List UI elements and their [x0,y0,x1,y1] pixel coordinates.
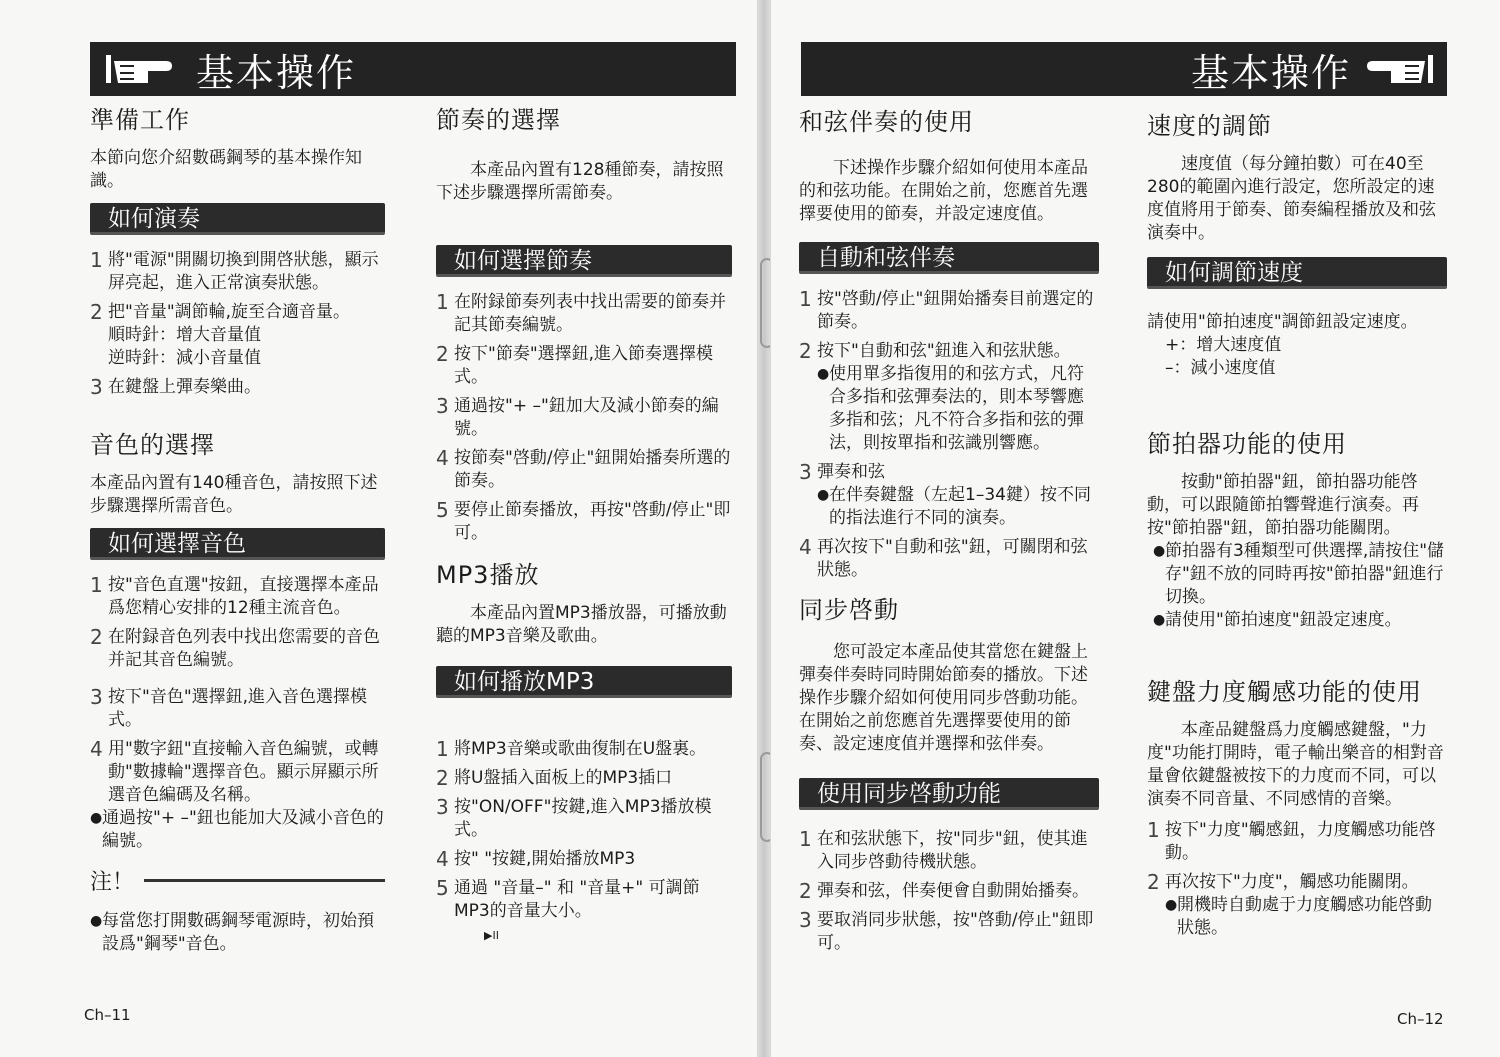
chord-text: 下述操作步驟介紹如何使用本產品的和弦功能。在開始之前，您應首先選擇要使用的節奏，并設定速度值。 [799,158,1088,224]
prep-title: 準備工作 [90,106,190,134]
sync-band: 使用同步啓動功能 [799,778,1099,810]
right-header-bar [801,42,1447,96]
mp3-step: 4 按" "按鍵,開始播放MP3 [436,847,636,871]
speed-title: 速度的調節 [1147,112,1272,140]
left-header-bar [90,42,736,96]
metronome-bullet: ● 節拍器有3種類型可供選擇,請按住"儲存"鈕不放的同時再按"節拍器"鈕進行切換。 [1153,541,1445,607]
rhythm-band: 如何選擇節奏 [436,245,732,277]
speed-sub: +：增大速度值 [1165,335,1282,355]
speed-text-2: 請使用"節拍速度"調節鈕設定速度。 [1147,312,1418,332]
auto-chord-band: 自動和弦伴奏 [799,242,1099,274]
speed-band: 如何調節速度 [1147,257,1447,289]
left-header-title: 基本操作 [196,50,357,95]
auto-step: 3 彈奏和弦 [799,460,885,484]
right-column-1 [799,102,1099,961]
speed-sub: –：減小速度值 [1165,358,1276,378]
tone-step: 4 用"數字鈕"直接輸入音色編號，或轉動"數據輪"選擇音色。顯示屏顯示所選音色編碼及名稱。 [90,737,379,805]
mp3-step: 5 通過 "音量–" 和 "音量+" 可調節MP3的音量大小。 [436,876,700,921]
mp3-step: 1 將MP3音樂或歌曲復制在U盤裏。 [436,737,707,761]
mp3-band: 如何播放MP3 [436,666,732,698]
note-header [90,865,385,896]
tone-step: 2 在附録音色列表中找出您需要的音色并記其音色編號。 [90,625,380,670]
touch-bullet: ● 開機時自動處于力度觸感功能啓動狀態。 [1165,895,1432,938]
left-page-number: Ch–11 [84,1006,131,1024]
metronome-bullet: ● 請使用"節拍速度"鈕設定速度。 [1153,610,1402,630]
tone-title: 音色的選擇 [90,431,215,459]
right-header-title: 基本操作 [1190,50,1351,95]
rhythm-step: 3 通過按"+ –"鈕加大及減小節奏的編號。 [436,394,719,439]
play-band: 如何演奏 [90,203,385,235]
auto-step: 4 再次按下"自動和弦"鈕，可關閉和弦狀態。 [799,535,1088,580]
mp3-text: 本產品內置MP3播放器，可播放動聽的MP3音樂及歌曲。 [436,603,727,646]
binding-gutter [758,0,770,1057]
rhythm-title: 節奏的選擇 [436,106,561,134]
metronome-title: 節拍器功能的使用 [1147,430,1347,458]
rhythm-step: 4 按節奏"啓動/停止"鈕開始播奏所選的節奏。 [436,446,731,491]
sync-title: 同步啓動 [799,596,899,624]
play-step: 3 在鍵盤上彈奏樂曲。 [90,375,261,399]
rhythm-text: 本產品內置有128種節奏，請按照下述步驟選擇所需節奏。 [436,160,724,203]
mp3-title: MP3播放 [436,561,540,589]
left-column-1 [90,100,385,956]
right-page [770,0,1500,1057]
tone-band: 如何選擇音色 [90,528,385,560]
prep-text: 本節向您介紹數碼鋼琴的基本操作知識。 [90,148,362,191]
sync-text: 您可設定本產品使其當您在鍵盤上彈奏伴奏時同時開始節奏的播放。下述操作步驟介紹如何使用同步啓動功能。在開始之前您應首先選擇要使用的節奏、設定速度值并選擇和弦伴奏。 [799,642,1088,754]
rhythm-step: 5 要停止節奏播放，再按"啓動/停止"即可。 [436,498,731,543]
touch-text: 本產品鍵盤爲力度觸感鍵盤，"力度"功能打開時，電子輸出樂音的相對音量會依鍵盤被按下的力度而不同，可以演奏不同音量、不同感情的音樂。 [1147,720,1444,809]
right-page-number: Ch–12 [1397,1010,1444,1028]
pointing-hand-icon [1365,49,1435,89]
touch-step: 2 再次按下"力度"，觸感功能關閉。 [1147,870,1419,894]
auto-bullet: ● 使用單多指復用的和弦方式，凡符合多指和弦彈奏法的，則本琴響應多指和弦；凡不符合多指和弦的彈法，則按單指和弦識別響應。 [817,364,1084,453]
sync-step: 2 彈奏和弦，伴奏便會自動開始播奏。 [799,879,1089,903]
play-pause-icon: ▶II [484,929,499,942]
play-sub: 順時針：增大音量值 [108,325,261,345]
auto-step: 1 按"啓動/停止"鈕開始播奏目前選定的節奏。 [799,287,1094,332]
play-step: 2 把"音量"調節輪,旋至合適音量。 [90,300,351,324]
play-sub: 逆時針：減小音量值 [108,348,261,368]
auto-bullet: ● 在伴奏鍵盤（左起1–34鍵）按不同的指法進行不同的演奏。 [817,485,1091,528]
touch-step: 1 按下"力度"觸感鈕，力度觸感功能啓動。 [1147,818,1436,863]
tone-step: 3 按下"音色"選擇鈕,進入音色選擇模式。 [90,685,368,730]
right-column-2 [1147,106,1447,940]
rhythm-step: 1 在附録節奏列表中找出需要的節奏并記其節奏編號。 [436,290,726,335]
note-rule [144,879,385,882]
sync-step: 3 要取消同步狀態，按"啓動/停止"鈕即可。 [799,908,1094,953]
note-title: 注！ [90,870,135,895]
mp3-step: 2 將U盤插入面板上的MP3插口 [436,766,673,790]
tone-text: 本產品內置有140種音色，請按照下述步驟選擇所需音色。 [90,473,378,516]
note-bullet: ● 每當您打開數碼鋼琴電源時，初始預設爲"鋼琴"音色。 [90,911,374,954]
tone-bullet: ● 通過按"+ –"鈕也能加大及減小音色的編號。 [90,808,384,851]
pointing-hand-icon [104,49,174,89]
play-step: 1 將"電源"開關切換到開啓狀態，顯示屏亮起，進入正常演奏狀態。 [90,248,379,293]
mp3-step: 3 按"ON/OFF"按鍵,進入MP3播放模式。 [436,795,712,840]
auto-step: 2 按下"自動和弦"鈕進入和弦狀態。 [799,339,1071,363]
chord-title: 和弦伴奏的使用 [799,108,974,136]
touch-title: 鍵盤力度觸感功能的使用 [1147,678,1422,706]
left-column-2 [436,100,732,942]
rhythm-step: 2 按下"節奏"選擇鈕,進入節奏選擇模式。 [436,342,714,387]
sync-step: 1 在和弦狀態下，按"同步"鈕，使其進入同步啓動待機狀態。 [799,827,1088,872]
tone-step: 1 按"音色直選"按鈕，直接選擇本產品爲您精心安排的12種主流音色。 [90,573,379,618]
speed-text: 速度值（每分鐘拍數）可在40至280的範圍內進行設定，您所設定的速度值將用于節奏、節奏編程播放及和弦演奏中。 [1147,154,1436,243]
metronome-text: 按動"節拍器"鈕，節拍器功能啓動，可以跟隨節拍響聲進行演奏。再按"節拍器"鈕，節拍器功能關閉。 [1147,472,1419,538]
